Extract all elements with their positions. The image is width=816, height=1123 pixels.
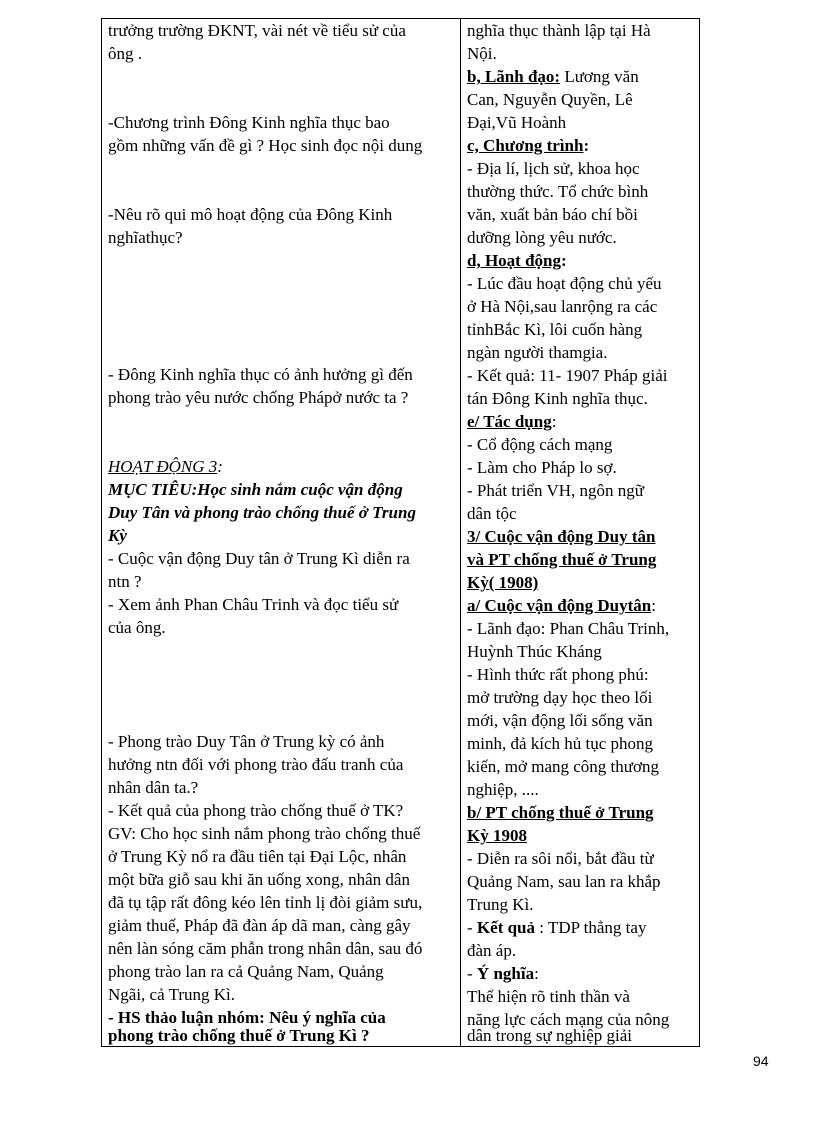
left-line: - Đông Kinh nghĩa thục có ảnh hưởng gì đến [108,365,413,384]
right-line: Huỳnh Thúc Kháng [467,642,602,661]
left-line: gồm những vấn đề gì ? Học sinh đọc nội dung [108,136,423,155]
section-3-heading: và PT chống thuế ở Trung [467,550,657,569]
right-line: - Lúc đầu hoạt động chủ yếu [467,274,662,293]
left-line: của ông. [108,618,166,637]
left-line: - Phong trào Duy Tân ở Trung kỳ có ảnh [108,732,385,751]
result-line: - Kết quả : TDP thẳng tay [467,918,647,937]
left-line: ntn ? [108,572,142,591]
right-line: minh, đả kích hủ tục phong [467,734,654,753]
left-line: đã tụ tập rất đông kéo lên tỉnh lị đòi giảm sưu, [108,893,423,912]
left-line: ông . [108,44,142,63]
left-line: một bữa giỗ sau khi ăn uống xong, nhân dân [108,870,410,889]
left-line: GV: Cho học sinh nắm phong trào chống thuế [108,824,421,843]
right-line: Đại,Vũ Hoành [467,113,567,132]
column-divider [460,19,461,1046]
right-line: - Làm cho Pháp lo sợ. [467,458,617,477]
left-line: Ngãi, cả Trung Kì. [108,985,236,1004]
right-line: mới, vận động lối sống văn [467,711,653,730]
right-line: - Diễn ra sôi nổi, bắt đầu từ [467,849,654,868]
left-line: -Nêu rõ qui mô hoạt động của Đông Kinh [108,205,393,224]
section-3-heading: Kỳ( 1908) [467,573,539,592]
meaning-line: - Ý nghĩa: [467,964,539,983]
left-line: -Chương trình Đông Kinh nghĩa thục bao [108,113,390,132]
section-b-heading: b, Lãnh đạo: Lương văn [467,67,639,86]
lesson-table [101,18,700,1047]
left-line: nhân dân ta.? [108,778,199,797]
right-line: - Lãnh đạo: Phan Châu Trinh, [467,619,670,638]
right-line: tỉnhBắc Kì, lôi cuốn hàng [467,320,643,339]
section-b2-heading: Kỳ 1908 [467,826,527,845]
activity-heading: HOẠT ĐỘNG 3: [108,457,223,476]
page-number: 94 [753,1053,769,1069]
objective-line: Kỳ [108,526,127,545]
left-line: trưởng trường ĐKNT, vài nét về tiểu sử của [108,21,406,40]
right-line: Trung Kì. [467,895,534,914]
section-c-heading: c, Chương trình: [467,136,590,155]
section-d-heading: d, Hoạt động: [467,251,567,270]
left-line: phong trào lan ra cả Quảng Nam, Quảng [108,962,384,981]
right-line: - Phát triển VH, ngôn ngữ [467,481,644,500]
left-line: nên làn sóng căm phẫn trong nhân dân, sau đó [108,939,423,958]
right-line: dưỡng lòng yêu nước. [467,228,617,247]
left-line: - Kết quả của phong trào chống thuế ở TK? [108,801,404,820]
right-line: kiến, mở mang công thương [467,757,659,776]
right-line: - Cổ động cách mạng [467,435,613,454]
right-line: ngàn người thamgia. [467,343,608,362]
section-3-heading: 3/ Cuộc vận động Duy tân [467,527,656,546]
right-line: mở trường dạy học theo lối [467,688,653,707]
right-line: thường thức. Tổ chức bình [467,182,649,201]
right-line: Quảng Nam, sau lan ra khắp [467,872,661,891]
right-line: ở Hà Nội,sau lanrộng ra các [467,297,658,316]
right-line: tán Đông Kinh nghĩa thục. [467,389,648,408]
discussion-line: phong trào chống thuế ở Trung Kì ? [108,1026,370,1045]
discussion-line: - HS thảo luận nhóm: Nêu ý nghĩa của [108,1008,386,1027]
right-line: dân trong sự nghiệp giải [467,1026,633,1045]
right-line: Can, Nguyễn Quyền, Lê [467,90,633,109]
left-line: ở Trung Kỳ nổ ra đầu tiên tại Đại Lộc, nhân [108,847,407,866]
left-line: - Xem ảnh Phan Châu Trinh và đọc tiểu sử [108,595,399,614]
right-line: Thể hiện rõ tinh thần và [467,987,630,1006]
objective-line: MỤC TIÊU:Học sinh nắm cuộc vận động [108,480,403,499]
section-a-heading: a/ Cuộc vận động Duytân: [467,596,656,615]
right-line: nghĩa thục thành lập tại Hà [467,21,651,40]
left-line: phong trào yêu nước chống Phápở nước ta ? [108,388,409,407]
right-line: - Địa lí, lịch sử, khoa học [467,159,640,178]
right-line: - Kết quả: 11- 1907 Pháp giải [467,366,668,385]
activity-heading-label: HOẠT ĐỘNG 3 [108,457,218,476]
right-line: nghiệp, .... [467,780,539,799]
objective-line: Duy Tân và phong trào chống thuế ở Trung [108,503,416,522]
section-e-heading: e/ Tác dụng: [467,412,557,431]
right-line: dân tộc [467,504,517,523]
right-line: - Hình thức rất phong phú: [467,665,649,684]
left-line: nghĩathục? [108,228,183,247]
section-b2-heading: b/ PT chống thuế ở Trung [467,803,654,822]
right-line: Nội. [467,44,497,63]
right-line: năng lực cách mạng của nông [467,1010,670,1029]
right-line: đàn áp. [467,941,517,960]
left-line: - Cuộc vận động Duy tân ở Trung Kì diễn ra [108,549,410,568]
left-line: giảm thuế, Pháp đã đàn áp dã man, càng gây [108,916,411,935]
left-line: hưởng ntn đối với phong trào đấu tranh của [108,755,404,774]
right-line: văn, xuất bản báo chí bồi [467,205,638,224]
